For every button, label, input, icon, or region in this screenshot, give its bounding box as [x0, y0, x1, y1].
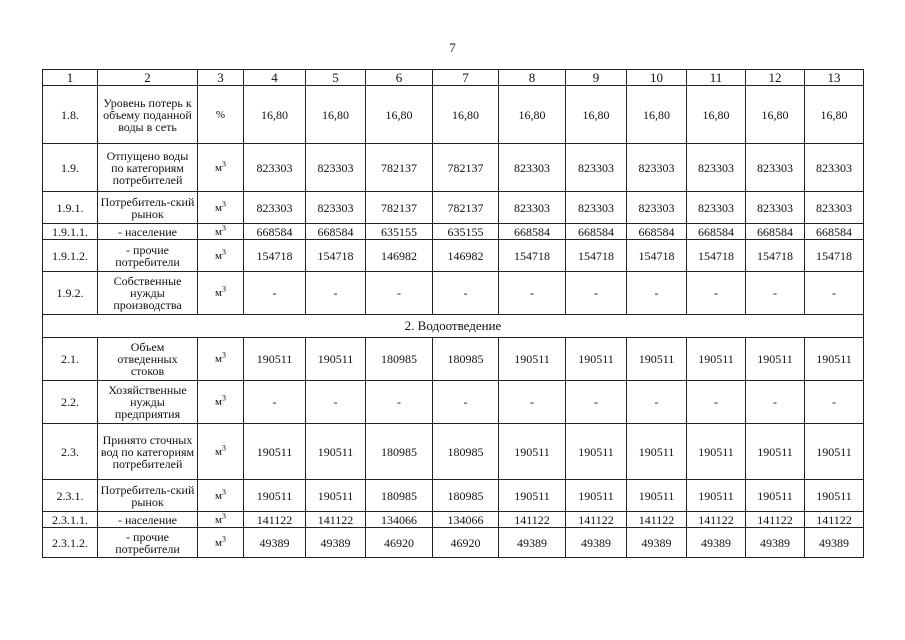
- indicator-name-cell: - прочие потребители: [98, 528, 198, 558]
- column-header: 5: [306, 70, 366, 86]
- value-cell: 190511: [687, 338, 746, 381]
- value-cell: 823303: [566, 144, 627, 192]
- value-cell: 16,80: [366, 86, 433, 144]
- value-cell: -: [499, 272, 566, 315]
- unit-cell: $м^3$: [198, 272, 244, 315]
- value-cell: 823303: [566, 192, 627, 224]
- row-number-cell: 1.9.1.1.: [43, 224, 98, 240]
- column-header: 12: [746, 70, 805, 86]
- value-cell: 668584: [805, 224, 864, 240]
- value-cell: 141122: [627, 512, 687, 528]
- column-header: 13: [805, 70, 864, 86]
- row-number-cell: 2.3.: [43, 424, 98, 480]
- column-header: 9: [566, 70, 627, 86]
- value-cell: -: [433, 381, 499, 424]
- value-cell: 141122: [244, 512, 306, 528]
- value-cell: 190511: [306, 480, 366, 512]
- value-cell: 190511: [566, 424, 627, 480]
- value-cell: 46920: [366, 528, 433, 558]
- unit-cell: $м^3$: [198, 240, 244, 272]
- table-row: [43, 144, 864, 192]
- value-cell: 668584: [566, 224, 627, 240]
- indicator-name-cell: Принято сточных вод по категориям потребителей: [98, 424, 198, 480]
- value-cell: 180985: [433, 424, 499, 480]
- value-cell: 154718: [306, 240, 366, 272]
- table-row: [43, 192, 864, 224]
- value-cell: -: [805, 381, 864, 424]
- unit-cell: %: [198, 86, 244, 144]
- unit-cell: $м^3$: [198, 424, 244, 480]
- value-cell: 180985: [366, 338, 433, 381]
- value-cell: 190511: [746, 480, 805, 512]
- row-number-cell: 1.8.: [43, 86, 98, 144]
- value-cell: 16,80: [687, 86, 746, 144]
- value-cell: 823303: [244, 192, 306, 224]
- value-cell: -: [687, 272, 746, 315]
- value-cell: 190511: [566, 480, 627, 512]
- value-cell: 782137: [366, 144, 433, 192]
- row-number-cell: 2.3.1.2.: [43, 528, 98, 558]
- value-cell: 134066: [366, 512, 433, 528]
- value-cell: 190511: [746, 338, 805, 381]
- value-cell: 823303: [687, 144, 746, 192]
- indicator-name-cell: Отпущено воды по категориям потребителей: [98, 144, 198, 192]
- value-cell: 190511: [746, 424, 805, 480]
- row-number-cell: 2.3.1.1.: [43, 512, 98, 528]
- value-cell: -: [627, 381, 687, 424]
- value-cell: 823303: [499, 192, 566, 224]
- value-cell: -: [566, 272, 627, 315]
- value-cell: 190511: [805, 338, 864, 381]
- indicator-name-cell: Хозяйственные нужды предприятия: [98, 381, 198, 424]
- value-cell: 154718: [805, 240, 864, 272]
- value-cell: 141122: [566, 512, 627, 528]
- column-header: 4: [244, 70, 306, 86]
- value-cell: 134066: [433, 512, 499, 528]
- value-cell: 823303: [499, 144, 566, 192]
- indicator-name-cell: Собственные нужды производства: [98, 272, 198, 315]
- row-number-cell: 1.9.1.2.: [43, 240, 98, 272]
- value-cell: 823303: [805, 144, 864, 192]
- value-cell: 16,80: [746, 86, 805, 144]
- value-cell: 49389: [566, 528, 627, 558]
- value-cell: -: [566, 381, 627, 424]
- row-number-cell: 2.1.: [43, 338, 98, 381]
- indicator-name-cell: - население: [98, 224, 198, 240]
- value-cell: 668584: [306, 224, 366, 240]
- unit-cell: $м^3$: [198, 192, 244, 224]
- value-cell: 668584: [244, 224, 306, 240]
- value-cell: 823303: [687, 192, 746, 224]
- unit-cell: $м^3$: [198, 338, 244, 381]
- indicator-name-cell: - прочие потребители: [98, 240, 198, 272]
- value-cell: 635155: [433, 224, 499, 240]
- value-cell: 180985: [366, 424, 433, 480]
- unit-cell: $м^3$: [198, 480, 244, 512]
- value-cell: 154718: [746, 240, 805, 272]
- indicator-name-cell: Объем отведенных стоков: [98, 338, 198, 381]
- column-header: 1: [43, 70, 98, 86]
- value-cell: 190511: [627, 338, 687, 381]
- unit-cell: $м^3$: [198, 224, 244, 240]
- value-cell: 823303: [306, 192, 366, 224]
- water-balance-table: [42, 69, 864, 558]
- column-header: 2: [98, 70, 198, 86]
- value-cell: 16,80: [499, 86, 566, 144]
- value-cell: -: [746, 381, 805, 424]
- value-cell: 190511: [627, 480, 687, 512]
- table-row: [43, 512, 864, 528]
- value-cell: 190511: [805, 424, 864, 480]
- value-cell: 154718: [499, 240, 566, 272]
- unit-cell: $м^3$: [198, 381, 244, 424]
- value-cell: 823303: [306, 144, 366, 192]
- value-cell: 668584: [746, 224, 805, 240]
- value-cell: 782137: [433, 192, 499, 224]
- value-cell: 154718: [627, 240, 687, 272]
- value-cell: 146982: [366, 240, 433, 272]
- table-row: [43, 424, 864, 480]
- row-number-cell: 1.9.2.: [43, 272, 98, 315]
- row-number-cell: 2.3.1.: [43, 480, 98, 512]
- row-number-cell: 1.9.1.: [43, 192, 98, 224]
- value-cell: 823303: [746, 144, 805, 192]
- column-header: 8: [499, 70, 566, 86]
- value-cell: 49389: [805, 528, 864, 558]
- value-cell: 16,80: [433, 86, 499, 144]
- indicator-name-cell: Уровень потерь к объему поданной воды в сеть: [98, 86, 198, 144]
- value-cell: 49389: [244, 528, 306, 558]
- value-cell: 782137: [433, 144, 499, 192]
- value-cell: 823303: [244, 144, 306, 192]
- column-header: 3: [198, 70, 244, 86]
- value-cell: 49389: [499, 528, 566, 558]
- value-cell: 782137: [366, 192, 433, 224]
- value-cell: -: [366, 272, 433, 315]
- header-row: [43, 70, 864, 86]
- column-header: 11: [687, 70, 746, 86]
- value-cell: 190511: [244, 338, 306, 381]
- table-row: [43, 224, 864, 240]
- value-cell: 190511: [499, 424, 566, 480]
- section-title: 2. Водоотведение: [43, 315, 864, 338]
- value-cell: 141122: [499, 512, 566, 528]
- value-cell: 49389: [746, 528, 805, 558]
- value-cell: 141122: [306, 512, 366, 528]
- value-cell: 49389: [687, 528, 746, 558]
- value-cell: -: [306, 272, 366, 315]
- value-cell: 190511: [499, 338, 566, 381]
- value-cell: 823303: [627, 144, 687, 192]
- column-header: 6: [366, 70, 433, 86]
- unit-cell: $м^3$: [198, 528, 244, 558]
- unit-cell: $м^3$: [198, 512, 244, 528]
- value-cell: 190511: [687, 480, 746, 512]
- value-cell: 141122: [805, 512, 864, 528]
- value-cell: 154718: [687, 240, 746, 272]
- value-cell: 668584: [687, 224, 746, 240]
- value-cell: -: [366, 381, 433, 424]
- value-cell: 190511: [306, 424, 366, 480]
- column-header: 7: [433, 70, 499, 86]
- value-cell: 190511: [805, 480, 864, 512]
- unit-cell: $м^3$: [198, 144, 244, 192]
- row-number-cell: 1.9.: [43, 144, 98, 192]
- value-cell: -: [244, 272, 306, 315]
- value-cell: -: [433, 272, 499, 315]
- value-cell: -: [627, 272, 687, 315]
- value-cell: 180985: [433, 480, 499, 512]
- value-cell: 154718: [566, 240, 627, 272]
- value-cell: 16,80: [244, 86, 306, 144]
- table-row: [43, 528, 864, 558]
- value-cell: -: [244, 381, 306, 424]
- value-cell: -: [306, 381, 366, 424]
- row-number-cell: 2.2.: [43, 381, 98, 424]
- value-cell: 190511: [566, 338, 627, 381]
- value-cell: 46920: [433, 528, 499, 558]
- value-cell: 16,80: [805, 86, 864, 144]
- value-cell: -: [687, 381, 746, 424]
- value-cell: 190511: [499, 480, 566, 512]
- value-cell: 141122: [746, 512, 805, 528]
- value-cell: 668584: [627, 224, 687, 240]
- value-cell: 668584: [499, 224, 566, 240]
- value-cell: 190511: [306, 338, 366, 381]
- column-header: 10: [627, 70, 687, 86]
- value-cell: 49389: [627, 528, 687, 558]
- value-cell: 190511: [244, 480, 306, 512]
- value-cell: 190511: [687, 424, 746, 480]
- value-cell: -: [805, 272, 864, 315]
- value-cell: 141122: [687, 512, 746, 528]
- table-body: [43, 70, 864, 558]
- value-cell: 146982: [433, 240, 499, 272]
- table-row: [43, 240, 864, 272]
- table-row: [43, 86, 864, 144]
- value-cell: 190511: [627, 424, 687, 480]
- table-row: [43, 338, 864, 381]
- value-cell: 190511: [244, 424, 306, 480]
- indicator-name-cell: Потребитель-ский рынок: [98, 192, 198, 224]
- value-cell: 635155: [366, 224, 433, 240]
- table-row: [43, 480, 864, 512]
- value-cell: 823303: [746, 192, 805, 224]
- value-cell: 16,80: [566, 86, 627, 144]
- value-cell: 823303: [805, 192, 864, 224]
- indicator-name-cell: - население: [98, 512, 198, 528]
- value-cell: 823303: [627, 192, 687, 224]
- table-row: [43, 272, 864, 315]
- value-cell: -: [746, 272, 805, 315]
- value-cell: 16,80: [306, 86, 366, 144]
- value-cell: -: [499, 381, 566, 424]
- value-cell: 154718: [244, 240, 306, 272]
- table-row: [43, 381, 864, 424]
- value-cell: 180985: [366, 480, 433, 512]
- page-number: 7: [449, 40, 456, 55]
- value-cell: 16,80: [627, 86, 687, 144]
- section-row: [43, 315, 864, 338]
- value-cell: 180985: [433, 338, 499, 381]
- value-cell: 49389: [306, 528, 366, 558]
- indicator-name-cell: Потребитель-ский рынок: [98, 480, 198, 512]
